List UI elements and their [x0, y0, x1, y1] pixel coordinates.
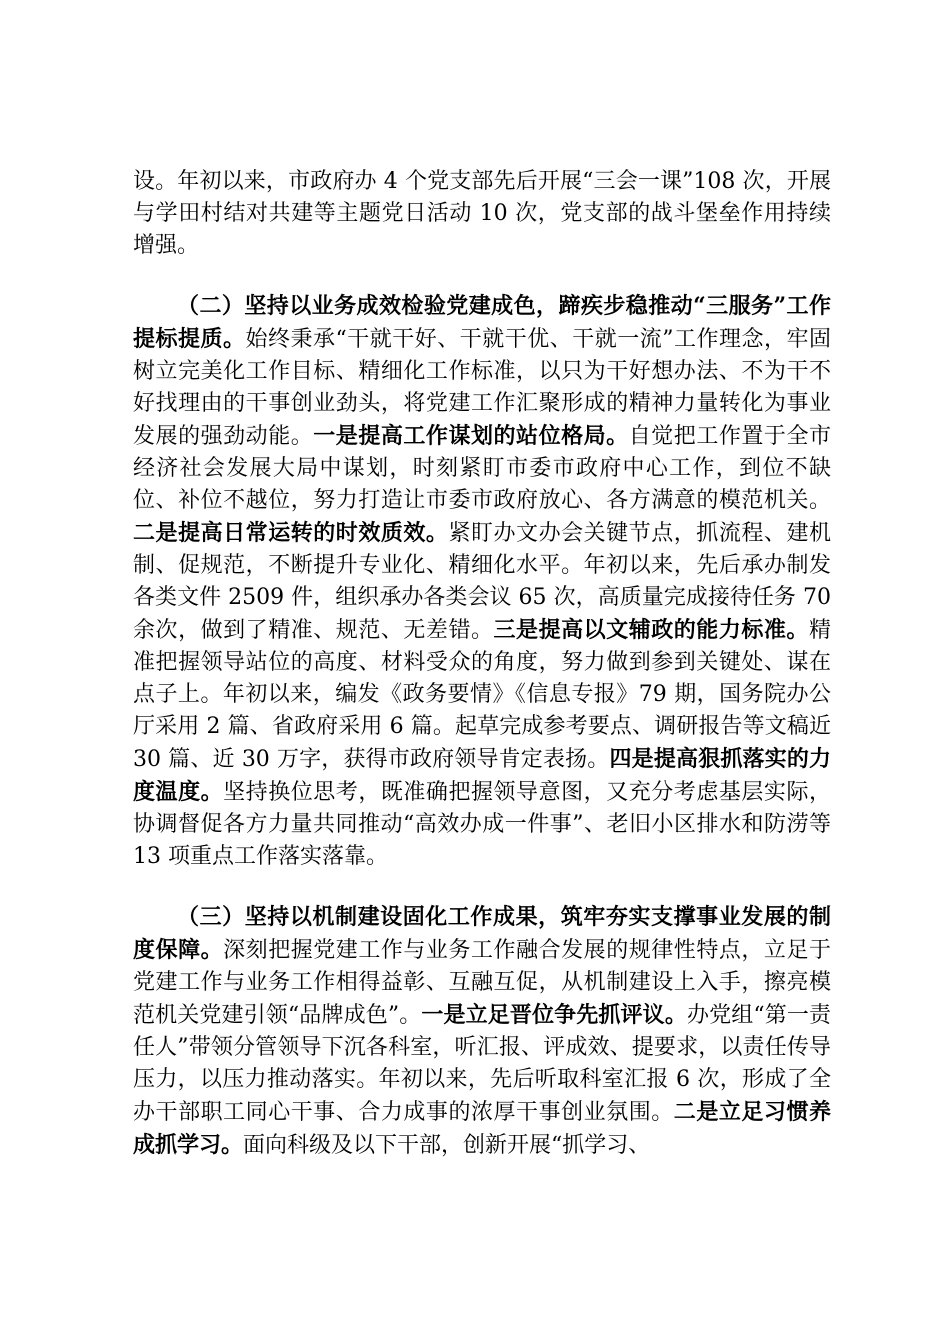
section-heading: （三）坚持以机制建设固化工作成果，筑牢夯实支撑事业发展的制度保障。	[133, 904, 831, 963]
section-heading: （二）坚持以业务成效检验党建成色，蹄疾步稳推动“三服务”工作提标提质。	[133, 293, 831, 352]
document-page	[133, 166, 831, 1162]
point-heading: 二是提高日常运转的时效质效。	[133, 520, 449, 546]
point-heading: 二是立足习惯养成抓学习。	[133, 1099, 831, 1158]
body-text: 面向科级及以下干部，创新开展“抓学习、	[243, 1133, 651, 1158]
body-text: 办党组“第一责任人”带领分管领导下沉各科室，听汇报、评成效、提要求，以责任传导压力，以压力推动落实。年初以来，先后听取科室汇报 6 次，形成了全办干部职工同心干事、合力成事的浓厚干事创业氛围。	[133, 1003, 831, 1125]
point-heading: 三是提高以文辅政的能力标准。	[493, 617, 809, 643]
paragraph-section-two	[133, 290, 831, 873]
body-text: 坚持换位思考，既准确把握领导意图，又充分考虑基层实际，协调督促各方力量共同推动“高效办成一件事”、老旧小区排水和防涝等 13 项重点工作落实落靠。	[133, 780, 831, 869]
point-heading: 一是立足晋位争先抓评议。	[421, 1002, 687, 1028]
body-text: 紧盯办文办会关键节点，抓流程、建机制、促规范，不断提升专业化、精细化水平。年初以来，先后承办制发各类文件 2509 件，组织承办各类会议 65 次，高质量完成接待任务 70 余次，做到了精准、规范、无差错。	[133, 521, 831, 643]
body-text: 自觉把工作置于全市经济社会发展大局中谋划，时刻紧盯市委市政府中心工作，到位不缺位、补位不越位，努力打造让市委市政府放心、各方满意的模范机关。	[133, 424, 831, 513]
body-text: 始终秉承“干就干好、干就干优、干就一流”工作理念，牢固树立完美化工作目标、精细化工作标准，以只为干好想办法、不为干不好找理由的干事创业劲头，将党建工作汇聚形成的精神力量转化为事业发展的强劲动能。	[133, 327, 831, 449]
body-text: 深刻把握党建工作与业务工作融合发展的规律性特点，立足于党建工作与业务工作相得益彰、互融互促，从机制建设上入手，擦亮模范机关党建引领“品牌成色”。	[133, 938, 831, 1028]
paragraph-section-three	[133, 901, 831, 1162]
body-text: 精准把握领导站位的高度、材料受众的角度，努力做到参到关键处、谋在点子上。年初以来，编发《政务要情》《信息专报》79 期，国务院办公厅采用 2 篇、省政府采用 6 篇。起草完成参考要点、调研报告等文稿近 30 篇、近 30 万字，获得市政府领导肯定表扬。	[133, 618, 831, 772]
point-heading: 四是提高狠抓落实的力度温度。	[133, 746, 831, 805]
body-text: 设。年初以来，市政府办 4 个党支部先后开展“三会一课”108 次，开展与学田村结对共建等主题党日活动 10 次，党支部的战斗堡垒作用持续增强。	[133, 169, 831, 258]
paragraph-continuation	[133, 166, 831, 262]
point-heading: 一是提高工作谋划的站位格局。	[313, 423, 629, 449]
